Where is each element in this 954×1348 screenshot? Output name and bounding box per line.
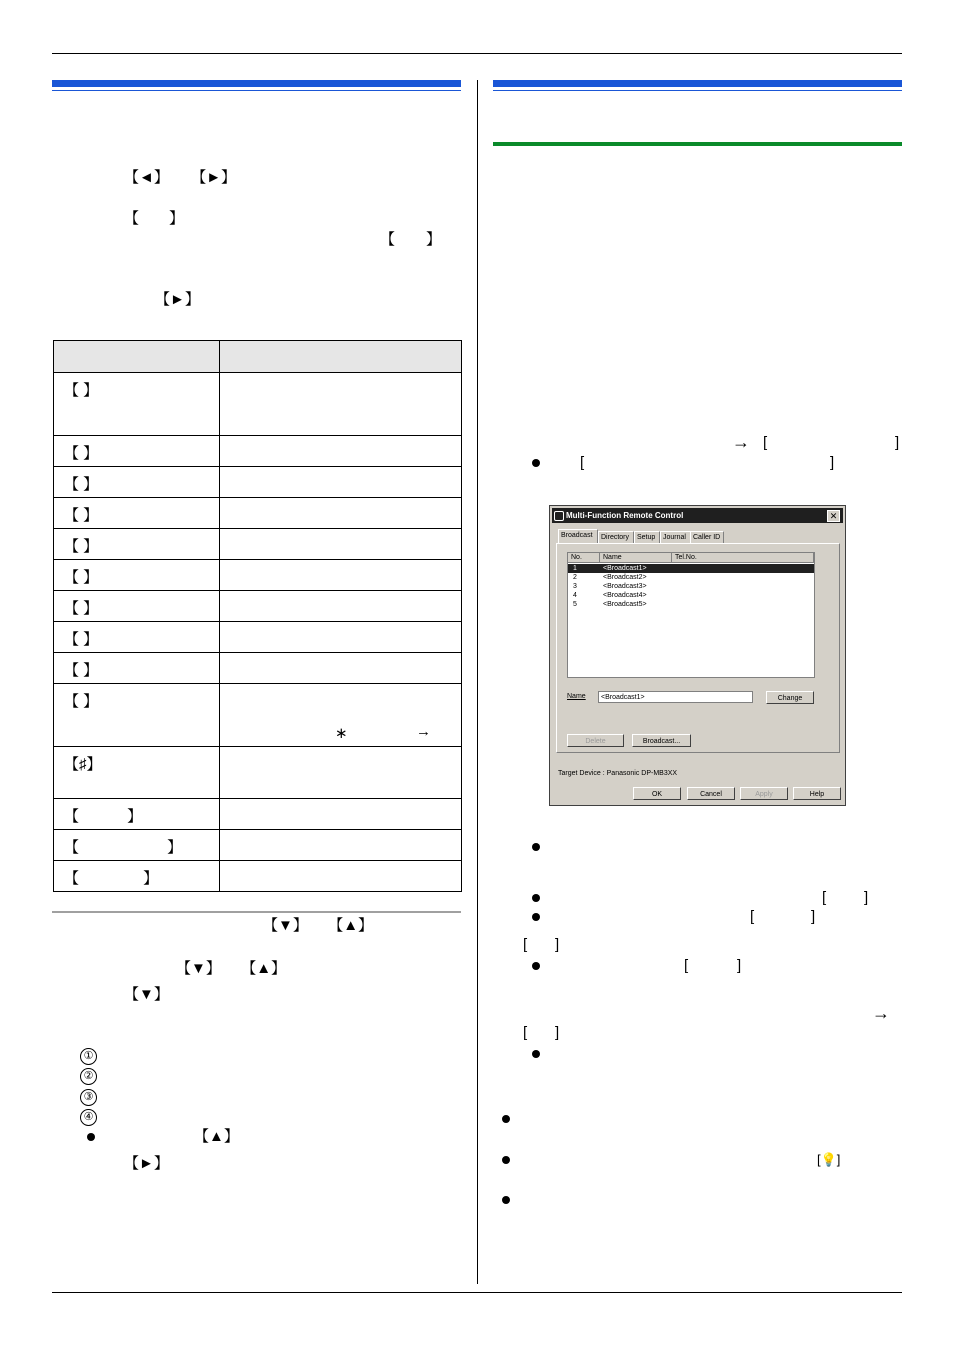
bullet	[502, 1196, 510, 1204]
tab-broadcast[interactable]: Broadcast	[558, 529, 598, 543]
lightbulb-key	[817, 1151, 840, 1169]
bullet	[502, 1115, 510, 1123]
table-row	[54, 436, 462, 467]
square-close-6: ]	[737, 957, 742, 974]
down-key: 【▼】	[176, 960, 221, 977]
key-cell: 【 】	[64, 631, 99, 648]
table-row	[54, 799, 462, 830]
square-open-2: [	[580, 454, 585, 471]
bullet	[532, 1050, 540, 1058]
key-cell: 【 】	[64, 839, 225, 856]
table-row	[54, 861, 462, 892]
tab-caller-id[interactable]: Caller ID	[690, 531, 724, 543]
left-key: 【◄】	[124, 169, 169, 186]
square-open-5: [	[523, 936, 528, 953]
left-right-keys	[124, 169, 236, 187]
down-key: 【▼】	[263, 917, 308, 934]
square-close-1: ]	[895, 434, 900, 451]
tab-setup[interactable]: Setup	[634, 531, 660, 543]
table-row	[54, 560, 462, 591]
left-section-bar	[52, 80, 461, 87]
list-item[interactable]: 5 <Broadcast5>	[573, 601, 647, 608]
bracket-open-2: 【	[380, 231, 396, 248]
right-section-bar	[493, 80, 902, 87]
table-row	[54, 467, 462, 498]
square-open-1: [	[763, 434, 768, 451]
list-item[interactable]: 1 <Broadcast1>	[568, 564, 814, 573]
name-label: Name	[567, 693, 586, 700]
broadcast-panel	[556, 543, 840, 753]
down-up-keys-1	[263, 917, 373, 935]
bullet	[532, 894, 540, 902]
name-input[interactable]: <Broadcast1>	[598, 691, 753, 703]
key-cell: 【 】	[64, 600, 99, 617]
table-row	[54, 529, 462, 560]
change-button[interactable]: Change	[766, 691, 814, 704]
subsection-bar	[493, 142, 902, 146]
ok-button[interactable]: OK	[633, 787, 681, 800]
bullet	[532, 843, 540, 851]
circled-number-4: ④	[80, 1109, 97, 1126]
left-section-underline	[52, 90, 461, 91]
table-row	[54, 622, 462, 653]
list-item[interactable]: 3 <Broadcast3>	[573, 583, 647, 590]
list-item[interactable]: 4 <Broadcast4>	[573, 592, 647, 599]
bullet	[532, 913, 540, 921]
key-cell: 【 】	[64, 445, 99, 462]
dialog-title: Multi-Function Remote Control	[566, 511, 684, 520]
remote-control-dialog	[549, 505, 846, 806]
table-header-row	[54, 341, 462, 373]
arrow-1: →	[732, 432, 750, 452]
up-key: 【▲】	[328, 917, 374, 934]
key-cell: 【 】	[64, 507, 99, 524]
key-cell: 【 】	[64, 569, 99, 586]
table-row	[54, 653, 462, 684]
bullet	[532, 459, 540, 467]
top-rule	[52, 53, 902, 54]
arrow: →	[416, 723, 431, 740]
key-cell: 【 】	[64, 382, 99, 399]
circled-number-3: ③	[80, 1089, 97, 1106]
list-item[interactable]: 2 <Broadcast2>	[573, 574, 647, 581]
key-cell: 【 】	[64, 476, 99, 493]
square-close-5: ]	[555, 936, 560, 953]
key-cell: 【 】	[64, 662, 99, 679]
table-row	[54, 591, 462, 622]
square-close-3: ]	[864, 889, 869, 906]
up-key-4: 【▲】	[194, 1128, 239, 1145]
right-key-2: 【►】	[155, 291, 200, 308]
key-table	[53, 340, 462, 892]
square-open-7: [	[523, 1024, 528, 1041]
arrow-2: →	[872, 1003, 890, 1023]
table-row	[54, 830, 462, 861]
circled-number-2: ②	[80, 1068, 97, 1085]
bullet	[532, 962, 540, 970]
table-row	[54, 373, 462, 436]
column-header-name[interactable]: Name	[600, 553, 672, 563]
delete-button[interactable]: Delete	[567, 734, 624, 747]
square-close-4: ]	[811, 908, 816, 925]
broadcast-list[interactable]	[567, 552, 815, 678]
column-header-no[interactable]: No.	[568, 553, 600, 563]
dialog-title-bar	[552, 508, 843, 523]
cancel-button[interactable]: Cancel	[687, 787, 735, 800]
bottom-rule	[52, 1292, 902, 1293]
asterisk: ∗	[335, 725, 348, 742]
apply-button[interactable]: Apply	[740, 787, 788, 800]
square-open-3: [	[822, 889, 827, 906]
target-device-label: Target Device : Panasonic DP-MB3XX	[558, 770, 678, 777]
column-header-tel[interactable]: Tel.No.	[672, 553, 814, 563]
hash-key-cell: 【♯】	[64, 756, 102, 773]
bullet	[502, 1156, 510, 1164]
up-key: 【▲】	[241, 960, 287, 977]
tab-directory[interactable]: Directory	[598, 531, 634, 543]
key-cell: 【 】	[64, 870, 189, 887]
key-cell: 【 】	[64, 808, 165, 825]
table-row	[54, 498, 462, 529]
square-close-7: ]	[555, 1024, 560, 1041]
column-divider	[477, 80, 478, 1284]
lightbulb-icon: [💡]	[817, 1152, 841, 1167]
down-up-keys-2	[176, 960, 286, 978]
table-row	[54, 684, 462, 747]
circled-number-1: ①	[80, 1048, 97, 1065]
key-cell: 【 】	[64, 538, 99, 555]
square-open-4: [	[750, 908, 755, 925]
right-key: 【►】	[191, 169, 237, 186]
table-row	[54, 747, 462, 799]
close-icon[interactable]: ✕	[827, 510, 840, 522]
down-key-3: 【▼】	[124, 986, 169, 1003]
bracket-close-1: 】	[169, 210, 185, 227]
tab-journal[interactable]: Journal	[660, 531, 692, 543]
help-button[interactable]: Help	[793, 787, 841, 800]
bracket-open-1: 【	[124, 210, 140, 227]
bracket-close-2: 】	[426, 231, 442, 248]
right-key-4: 【►】	[124, 1155, 169, 1172]
right-section-underline	[493, 90, 902, 91]
app-icon	[554, 511, 564, 521]
bullet	[87, 1133, 95, 1141]
key-cell: 【 】	[64, 693, 99, 710]
note-divider	[52, 911, 461, 913]
square-open-6: [	[684, 957, 689, 974]
square-close-2: ]	[830, 454, 835, 471]
broadcast-button[interactable]: Broadcast...	[632, 734, 691, 747]
